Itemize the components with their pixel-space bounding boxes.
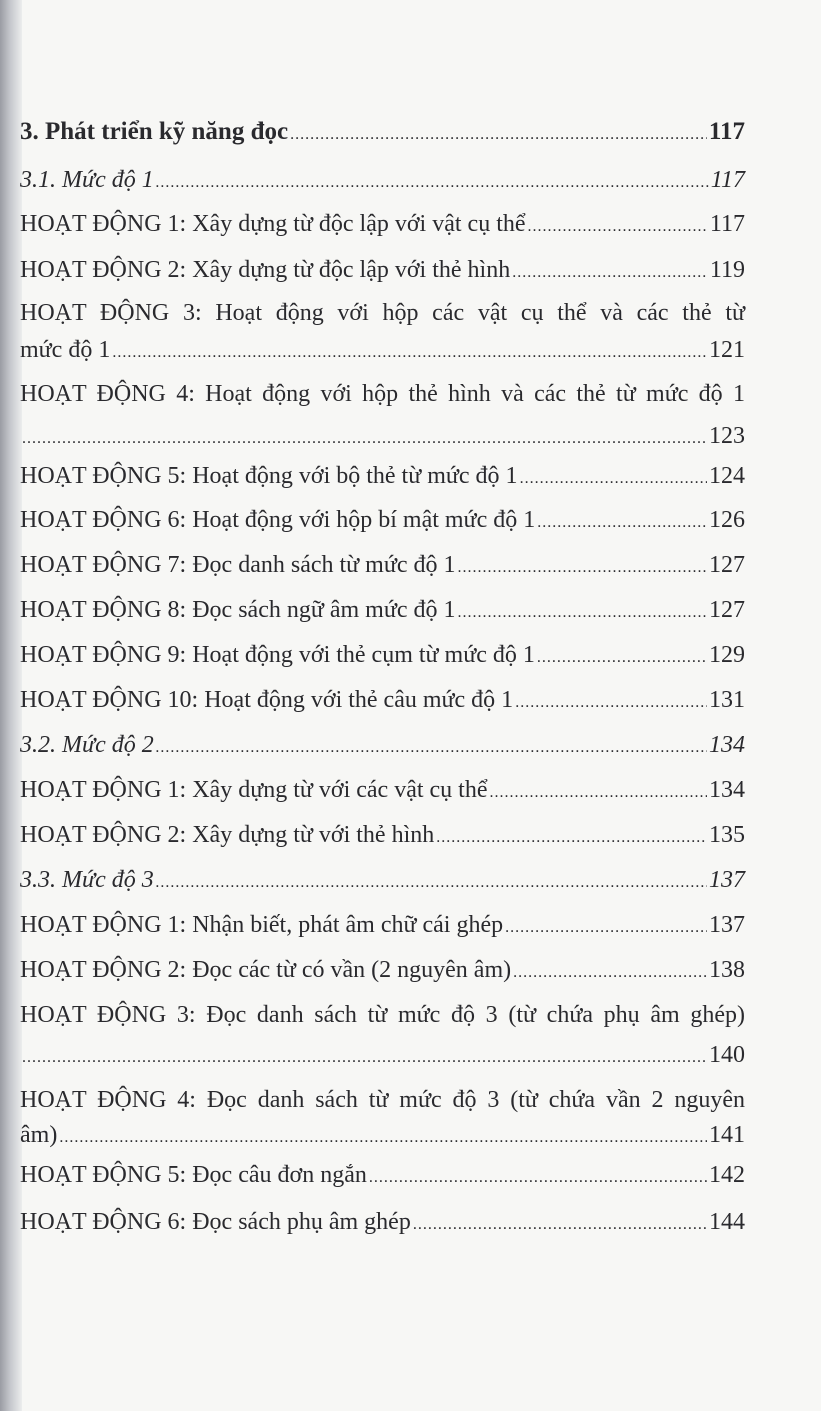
toc-entry-title: 3.3. Mức độ 3 [20,867,154,893]
toc-entry [20,547,745,583]
toc-entry-line [20,997,745,1033]
toc-entry [20,162,745,198]
toc-page-number: 137 [709,867,745,893]
toc-entry-title: HOẠT ĐỘNG 4: Đọc danh sách từ mức độ 3 (từ chứa vần 2 nguyên [20,1087,745,1113]
toc-entry-title: HOẠT ĐỘNG 1: Xây dựng từ độc lập với vật cụ thể [20,211,526,237]
toc-entry [20,1157,745,1193]
toc-page-number: 117 [708,118,745,145]
toc-entry [20,682,745,718]
toc-page-number: 127 [709,552,745,578]
toc-page-number: 141 [709,1122,745,1148]
toc-page-number: 127 [709,597,745,623]
dot-leader [413,1207,707,1243]
toc-entry-title-cont: âm) [20,1122,58,1148]
book-binding-shadow [0,0,22,1411]
dot-leader [290,117,707,153]
toc-entry-line [20,376,745,412]
toc-entry-title: HOẠT ĐỘNG 1: Xây dựng từ với các vật cụ thể [20,777,488,803]
dot-leader [537,505,707,541]
dot-leader [369,1160,707,1196]
toc-entry-continuation [20,332,745,368]
dot-leader [156,730,707,766]
dot-leader [515,685,707,721]
toc-entry-title: HOẠT ĐỘNG 2: Xây dựng từ độc lập với thẻ hình [20,257,511,283]
toc-entry [20,952,745,988]
dot-leader [156,165,709,201]
dot-leader [537,640,707,676]
toc-page-number: 140 [709,1042,745,1068]
toc-entry [20,907,745,943]
toc-entry-title: HOẠT ĐỘNG 3: Đọc danh sách từ mức độ 3 (từ chứa phụ âm ghép) [20,1002,745,1028]
toc-entry-title: HOẠT ĐỘNG 2: Đọc các từ có vần (2 nguyên âm) [20,957,512,983]
dot-leader [22,421,707,457]
toc-entry-title: HOẠT ĐỘNG 9: Hoạt động với thẻ cụm từ mức độ 1 [20,642,535,668]
toc-entry [20,637,745,673]
toc-entry [20,817,745,853]
toc-entry-title: HOẠT ĐỘNG 1: Nhận biết, phát âm chữ cái ghép [20,912,504,938]
toc-entry-title: 3. Phát triển kỹ năng đọc [20,118,289,145]
toc-entry-title: HOẠT ĐỘNG 6: Đọc sách phụ âm ghép [20,1209,411,1235]
toc-entry [20,592,745,628]
toc-page-number: 144 [709,1209,745,1235]
toc-entry-title: 3.1. Mức độ 1 [20,167,154,193]
dot-leader [520,461,707,497]
toc-page-number: 134 [709,732,745,758]
toc-page-number: 137 [709,912,745,938]
toc-entry-continuation [20,1117,745,1153]
toc-entry-title: 3.2. Mức độ 2 [20,732,154,758]
toc-entry [20,502,745,538]
toc-entry-line [20,295,745,331]
dot-leader [436,820,707,856]
toc-entry [20,862,745,898]
dot-leader [528,209,708,245]
toc-page-number: 142 [709,1162,745,1188]
dot-leader [458,595,707,631]
toc-page-number: 123 [709,423,745,449]
toc-entry-continuation [20,418,745,454]
toc-page-number: 119 [709,257,745,283]
toc-entry-title: HOẠT ĐỘNG 4: Hoạt động với hộp thẻ hình và các thẻ từ mức độ 1 [20,381,745,407]
dot-leader [59,1120,707,1156]
toc-page-number: 124 [709,463,745,489]
toc-entry-title: HOẠT ĐỘNG 2: Xây dựng từ với thẻ hình [20,822,435,848]
toc-page-number: 126 [709,507,745,533]
toc-entry-title: HOẠT ĐỘNG 5: Đọc câu đơn ngắn [20,1162,367,1188]
dot-leader [458,550,707,586]
toc-page-number: 135 [709,822,745,848]
toc-page-number: 134 [709,777,745,803]
toc-entry-title: HOẠT ĐỘNG 8: Đọc sách ngữ âm mức độ 1 [20,597,456,623]
toc-page-number: 117 [710,167,745,193]
dot-leader [513,955,707,991]
toc-page-number: 121 [709,337,745,363]
toc-page-number: 117 [709,211,745,237]
toc-entry [20,252,745,288]
toc-entry [20,458,745,494]
toc-page-number: 129 [709,642,745,668]
dot-leader [512,255,708,291]
toc-entry-title: HOẠT ĐỘNG 6: Hoạt động với hộp bí mật mức độ 1 [20,507,536,533]
toc-entry [20,114,745,150]
toc-entry-line [20,1082,745,1118]
toc-entry [20,727,745,763]
dot-leader [22,1040,707,1076]
toc-entry-title: HOẠT ĐỘNG 3: Hoạt động với hộp các vật cụ thể và các thẻ từ [20,300,745,326]
toc-entry-title: HOẠT ĐỘNG 10: Hoạt động với thẻ câu mức độ 1 [20,687,514,713]
toc-page-number: 131 [709,687,745,713]
toc-page-number: 138 [709,957,745,983]
dot-leader [112,335,707,371]
toc-entry-title-cont: mức độ 1 [20,337,111,363]
dot-leader [156,865,707,901]
toc-entry-title: HOẠT ĐỘNG 5: Hoạt động với bộ thẻ từ mức độ 1 [20,463,518,489]
toc-entry [20,206,745,242]
dot-leader [505,910,707,946]
toc-entry [20,1204,745,1240]
toc-entry-title: HOẠT ĐỘNG 7: Đọc danh sách từ mức độ 1 [20,552,456,578]
dot-leader [490,775,708,811]
toc-entry [20,772,745,808]
toc-entry-continuation [20,1037,745,1073]
